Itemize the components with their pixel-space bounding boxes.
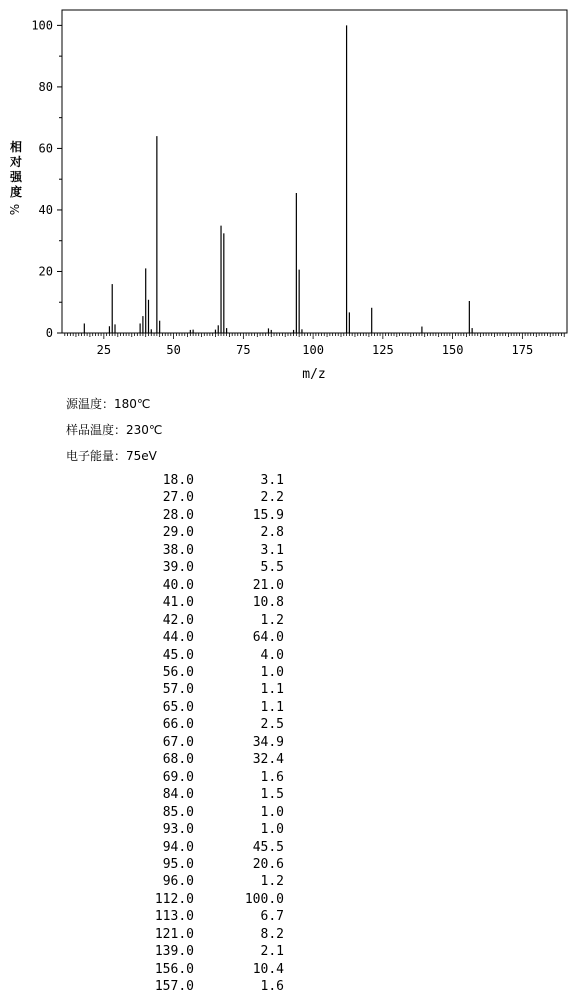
- peak-intensity-cell: 34.9: [252, 734, 284, 750]
- peak-mz-cell: 69.0: [162, 769, 194, 785]
- peak-mz-cell: 156.0: [154, 961, 194, 977]
- x-tick-label: 25: [96, 343, 112, 357]
- peak-mz-cell: 65.0: [162, 699, 194, 715]
- peak-intensity-cell: 1.6: [260, 979, 284, 995]
- table-row: [140, 786, 284, 803]
- peak-intensity-cell: 1.0: [260, 822, 284, 838]
- peak-mz-cell: 44.0: [162, 630, 194, 646]
- x-tick-label: 150: [441, 343, 464, 357]
- table-row: [140, 472, 284, 489]
- peak-mz-cell: 67.0: [162, 734, 194, 750]
- peak-intensity-cell: 8.2: [260, 926, 284, 942]
- peak-mz-cell: 38.0: [162, 542, 194, 558]
- peak-intensity-cell: 1.0: [260, 804, 284, 820]
- y-axis-title-text: 相对强度: [9, 140, 22, 199]
- table-row: [140, 926, 284, 943]
- table-row: [140, 856, 284, 873]
- peak-mz-cell: 157.0: [154, 979, 194, 995]
- table-row: [140, 734, 284, 751]
- peak-mz-cell: 121.0: [154, 926, 194, 942]
- table-row: [140, 559, 284, 576]
- peak-mz-cell: 113.0: [154, 909, 194, 925]
- peak-intensity-cell: 1.1: [260, 682, 284, 698]
- table-row: [140, 542, 284, 559]
- table-row: [140, 943, 284, 960]
- peak-intensity-cell: 2.8: [260, 525, 284, 541]
- peak-list-body: [140, 472, 284, 996]
- table-row: [140, 804, 284, 821]
- peak-intensity-cell: 2.1: [260, 944, 284, 960]
- peak-mz-cell: 39.0: [162, 560, 194, 576]
- y-axis-unit: %: [8, 203, 23, 216]
- peak-intensity-cell: 5.5: [260, 560, 284, 576]
- x-tick-label: 100: [302, 343, 324, 357]
- peak-intensity-cell: 4.0: [260, 647, 284, 663]
- peak-mz-cell: 66.0: [162, 717, 194, 733]
- sample-temperature: 样品温度：230℃: [66, 423, 163, 437]
- peak-mz-cell: 57.0: [162, 682, 194, 698]
- electron-energy: 电子能量：75eV: [66, 449, 157, 463]
- y-tick-label: 100: [31, 18, 53, 33]
- y-tick-label: 20: [38, 264, 53, 279]
- table-row: [140, 908, 284, 925]
- peak-mz-cell: 45.0: [162, 647, 194, 663]
- peak-intensity-cell: 3.1: [260, 542, 284, 558]
- peak-mz-cell: 27.0: [162, 490, 194, 506]
- table-row: [140, 629, 284, 646]
- peak-intensity-cell: 45.5: [252, 839, 284, 855]
- table-row: [140, 839, 284, 856]
- y-tick-label: 40: [38, 202, 53, 217]
- peak-intensity-cell: 2.5: [260, 717, 284, 733]
- peak-mz-cell: 40.0: [162, 577, 194, 593]
- mass-spectrum-chart: [0, 0, 570, 380]
- table-row: [140, 612, 284, 629]
- table-row: [140, 751, 284, 768]
- x-tick-label: 75: [236, 343, 251, 357]
- peak-mz-cell: 56.0: [162, 664, 194, 680]
- table-row: [140, 699, 284, 716]
- peak-intensity-cell: 100.0: [244, 891, 284, 907]
- peak-intensity-cell: 32.4: [252, 752, 284, 768]
- peak-mz-cell: 29.0: [162, 525, 194, 541]
- x-tick-label: 125: [372, 343, 394, 357]
- y-axis: [31, 18, 62, 340]
- y-tick-label: 80: [38, 79, 53, 94]
- peak-mz-cell: 68.0: [162, 752, 194, 768]
- x-tick-label: 50: [166, 343, 181, 357]
- table-row: [140, 978, 284, 995]
- peak-mz-cell: 93.0: [162, 822, 194, 838]
- peak-mz-cell: 96.0: [162, 874, 194, 890]
- table-row: [140, 961, 284, 978]
- peak-bars: [84, 25, 472, 333]
- table-row: [140, 489, 284, 506]
- peak-intensity-cell: 2.2: [260, 490, 284, 506]
- table-row: [140, 524, 284, 541]
- peak-intensity-cell: 1.2: [260, 612, 284, 628]
- table-row: [140, 681, 284, 698]
- table-row: [140, 769, 284, 786]
- peak-intensity-cell: 1.6: [260, 769, 284, 785]
- peak-intensity-cell: 20.6: [252, 856, 284, 872]
- peak-list-table: [140, 472, 284, 996]
- peak-mz-cell: 41.0: [162, 595, 194, 611]
- peak-mz-cell: 95.0: [162, 856, 194, 872]
- plot-frame: [62, 10, 567, 333]
- x-axis: [65, 333, 564, 357]
- table-row: [140, 594, 284, 611]
- peak-intensity-cell: 21.0: [252, 577, 284, 593]
- peak-intensity-cell: 1.2: [260, 874, 284, 890]
- peak-intensity-cell: 1.5: [260, 787, 284, 803]
- table-row: [140, 577, 284, 594]
- table-row: [140, 873, 284, 890]
- peak-intensity-cell: 64.0: [252, 630, 284, 646]
- peak-mz-cell: 112.0: [154, 891, 194, 907]
- source-temperature: 源温度：180℃: [66, 397, 151, 411]
- peak-intensity-cell: 10.8: [252, 595, 284, 611]
- peak-mz-cell: 42.0: [162, 612, 194, 628]
- peak-intensity-cell: 3.1: [260, 473, 284, 488]
- y-tick-label: 0: [45, 326, 53, 340]
- peak-intensity-cell: 1.1: [260, 699, 284, 715]
- peak-mz-cell: 139.0: [154, 944, 194, 960]
- x-tick-label: 175: [511, 343, 534, 357]
- x-axis-title: m/z: [302, 367, 326, 380]
- peak-mz-cell: 94.0: [162, 839, 194, 855]
- peak-intensity-cell: 10.4: [252, 961, 284, 977]
- table-row: [140, 507, 284, 524]
- peak-intensity-cell: 15.9: [252, 507, 284, 523]
- y-tick-label: 60: [38, 141, 53, 156]
- peak-intensity-cell: 1.0: [260, 664, 284, 680]
- table-row: [140, 647, 284, 664]
- y-axis-title: [8, 140, 24, 217]
- table-row: [140, 821, 284, 838]
- peak-mz-cell: 85.0: [162, 804, 194, 820]
- table-row: [140, 664, 284, 681]
- peak-mz-cell: 28.0: [162, 507, 194, 523]
- table-row: [140, 716, 284, 733]
- table-row: [140, 891, 284, 908]
- peak-mz-cell: 84.0: [162, 787, 194, 803]
- peak-intensity-cell: 6.7: [260, 909, 284, 925]
- peak-mz-cell: 18.0: [162, 473, 194, 488]
